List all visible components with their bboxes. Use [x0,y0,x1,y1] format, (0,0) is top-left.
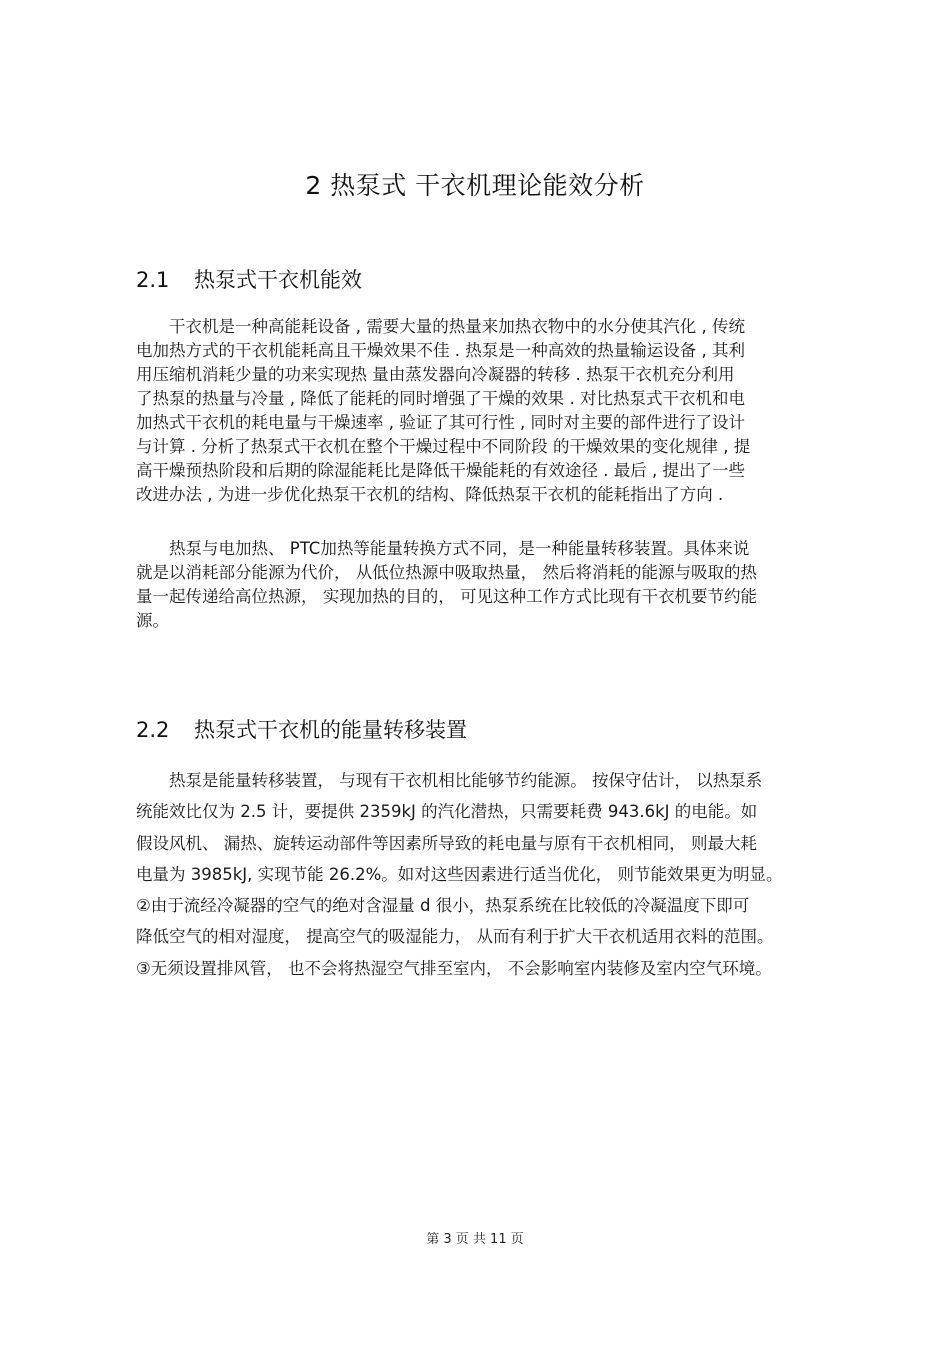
text-line: 假设风机、 漏热、旋转运动部件等因素所导致的耗电量与原有干衣机相同， 则最大耗 [136,833,757,853]
section-heading-2-2 [136,714,467,744]
text-line: 就是以消耗部分能源为代价， 从低位热源中吸取热量， 然后将消耗的能源与吸取的热 [136,563,757,582]
text-line: 改进办法 , 为进一步优化热泵干衣机的结构、降低热泵干衣机的能耗指出了方向 . [136,485,724,504]
section-title: 热泵式干衣机能效 [194,268,362,292]
text-line: 干衣机是一种高能耗设备 , 需要大量的热量来加热衣物中的水分使其汽化 , 传统 [136,317,745,336]
section-number: 2.2 [136,718,170,742]
text-line: 源。 [136,611,169,630]
section-number: 2.1 [136,268,170,292]
text-line: 统能效比仅为 2.5 计，要提供 2359kJ 的汽化潜热，只需要耗费 943.6kJ 的电能。如 [136,802,758,822]
paragraph-heat-pump-comparison [136,537,836,633]
text-line: 高干燥预热阶段和后期的除湿能耗比是降低干燥能耗的有效途径 . 最后 , 提出了一些 [136,461,745,480]
text-line: 用压缩机消耗少量的功来实现热 量由蒸发器向冷凝器的转移 . 热泵干衣机充分利用 [136,365,735,384]
section-heading-2-1 [136,264,362,294]
text-line: ②由于流经冷凝器的空气的绝对含湿量 d 很小，热泵系统在比较低的冷凝温度下即可 [136,896,750,916]
text-line: 与计算 . 分析了热泵式干衣机在整个干燥过程中不同阶段 的干燥效果的变化规律 , 提 [136,437,751,456]
text-line: 电加热方式的干衣机能耗高且干燥效果不佳 . 热泵是一种高效的热量输运设备 , 其利 [136,341,745,360]
text-line: 电量为 3985kJ, 实现节能 26.2%。如对这些因素进行适当优化， 则节能效果更为明显。 [136,864,783,884]
chapter-title: 2 热泵式 干衣机理论能效分析 [305,171,645,200]
text-line: 降低空气的相对湿度， 提高空气的吸湿能力， 从而有利于扩大干衣机适用衣料的范围。 [136,927,774,947]
paragraph-energy-transfer-device [136,765,836,984]
text-line: 了热泵的热量与冷量 , 降低了能耗的同时增强了干燥的效果 . 对比热泵式干衣机和电 [136,389,745,408]
section-title: 热泵式干衣机的能量转移装置 [194,718,467,742]
text-line: 量一起传递给高位热源， 实现加热的目的， 可见这种工作方式比现有干衣机要节约能 [136,587,757,606]
page-footer: 第 3 页 共 11 页 [426,1232,524,1247]
text-line: 热泵与电加热、 PTC加热等能量转换方式不同，是一种能量转移装置。具体来说 [136,539,750,558]
paragraph-dryer-energy-efficiency [136,315,836,507]
text-line: ③无须设置排风管， 也不会将热湿空气排至室内， 不会影响室内装修及室内空气环境。 [136,958,772,978]
text-line: 热泵是能量转移装置， 与现有干衣机相比能够节约能源。 按保守估计， 以热泵系 [136,771,763,790]
text-line: 加热式干衣机的耗电量与干燥速率 , 验证了其可行性 , 同时对主要的部件进行了设计 [136,413,745,432]
